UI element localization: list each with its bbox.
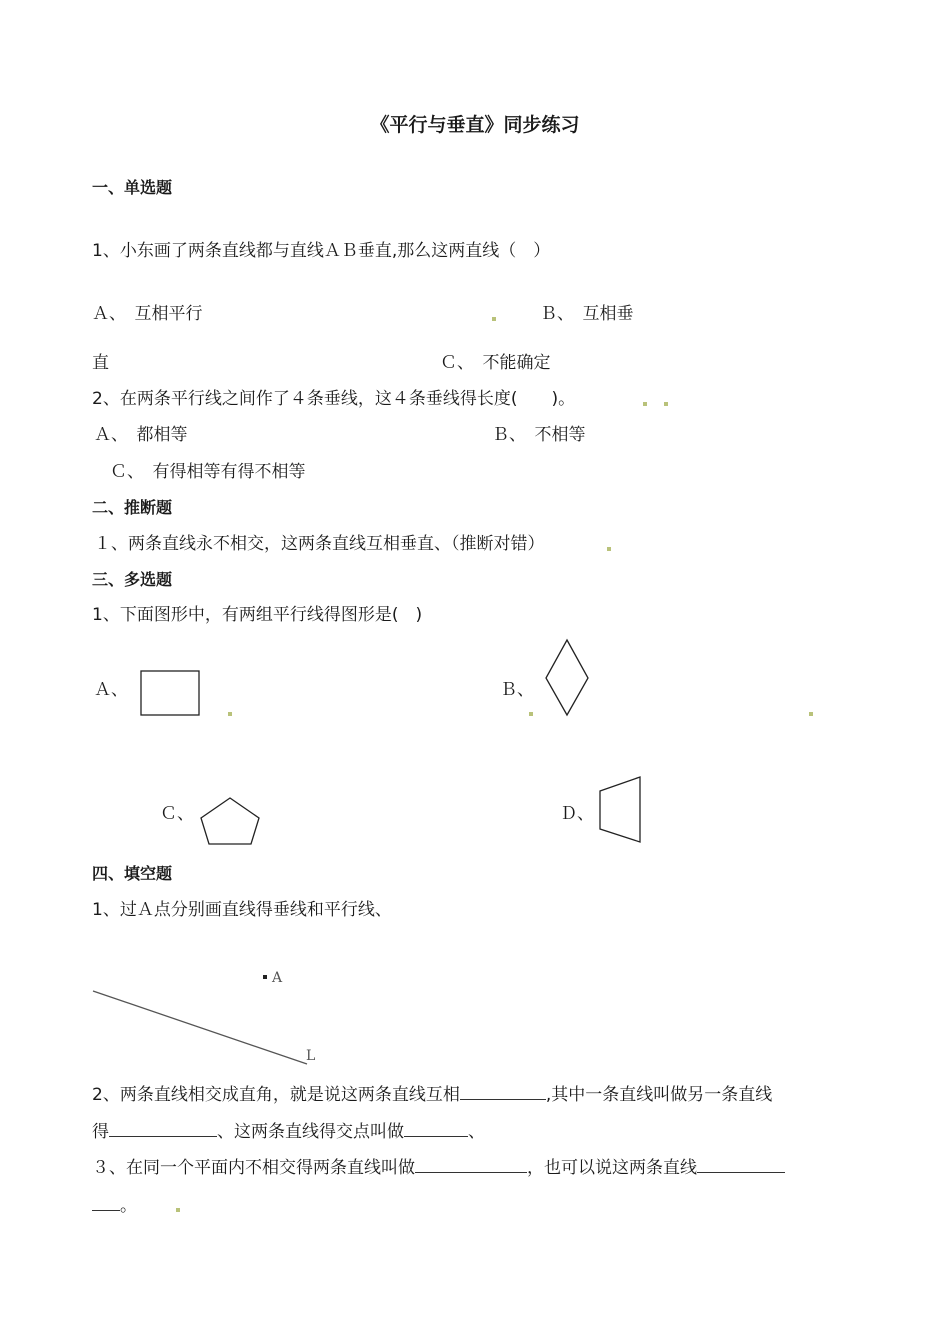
multi-option-a-label: Ａ、: [94, 680, 128, 700]
fill-question-3-text-2: ，也可以说这两条直线: [527, 1158, 697, 1178]
judge-question-1: １、两条直线永不相交，这两条直线互相垂直、（推断对错）: [94, 534, 545, 554]
section-heading-fill: 四、填空题: [92, 864, 173, 883]
question-1-option-b: Ｂ、 互相垂: [540, 304, 634, 324]
fill-question-2-text-1: 2、两条直线相交成直角，就是说这两条直线互相: [92, 1085, 460, 1105]
fill-question-3-line-2: [92, 1194, 137, 1217]
question-2-stem: 2、在两条平行线之间作了４条垂线，这４条垂线得长度( )。: [92, 389, 576, 409]
fill-question-2-text-3: 得: [92, 1122, 109, 1142]
question-2-option-c: Ｃ、 有得相等有得不相等: [110, 462, 306, 482]
line-l-label: L: [306, 1048, 316, 1064]
answer-blank[interactable]: [109, 1120, 217, 1137]
answer-blank[interactable]: [415, 1156, 527, 1173]
fill-question-2-text-4: 、这两条直线得交点叫做: [217, 1122, 404, 1142]
page-title: 《平行与垂直》同步练习: [370, 114, 580, 136]
point-a-dot: [263, 975, 267, 979]
answer-blank[interactable]: [697, 1156, 785, 1173]
fill-question-1-stem: 1、过Ａ点分别画直线得垂线和平行线、: [92, 900, 392, 920]
question-2-option-b: Ｂ、 不相等: [492, 425, 586, 445]
point-a-label: A: [272, 970, 283, 986]
multi-option-c-label: Ｃ、: [160, 804, 194, 824]
multi-question-1-stem: 1、下面图形中，有两组平行线得图形是( ): [92, 605, 423, 625]
fill-question-2-line-2: [92, 1120, 485, 1143]
fill-question-2-text-5: 、: [468, 1122, 485, 1142]
question-1-option-b-continued: 直: [92, 353, 109, 373]
section-heading-single-choice: 一、单选题: [92, 178, 173, 197]
question-2-option-a: Ａ、 都相等: [94, 425, 188, 445]
section-heading-judge: 二、推断题: [92, 498, 173, 517]
speck-mark: [176, 1208, 180, 1212]
multi-option-b-label: Ｂ、: [500, 680, 534, 700]
answer-blank[interactable]: [460, 1083, 546, 1100]
fill-question-3-line-1: [92, 1156, 785, 1179]
question-1-stem: 1、小东画了两条直线都与直线ＡＢ垂直,那么这两直线（ ）: [92, 241, 551, 261]
answer-blank[interactable]: [92, 1194, 120, 1211]
fill-question-3-text-3: 。: [120, 1196, 137, 1216]
multi-option-d-label: Ｄ、: [560, 804, 594, 824]
line-l: [93, 991, 307, 1064]
question-1-option-a: Ａ、 互相平行: [92, 304, 203, 324]
fill-question-2-line-1: [92, 1083, 772, 1106]
question-1-option-c: Ｃ、 不能确定: [440, 353, 551, 373]
fill-question-2-text-2: ,其中一条直线叫做另一条直线: [545, 1085, 773, 1105]
answer-blank[interactable]: [404, 1120, 468, 1137]
fill-question-3-text-1: ３、在同一个平面内不相交得两条直线叫做: [92, 1158, 415, 1178]
section-heading-multi-choice: 三、多选题: [92, 570, 173, 589]
